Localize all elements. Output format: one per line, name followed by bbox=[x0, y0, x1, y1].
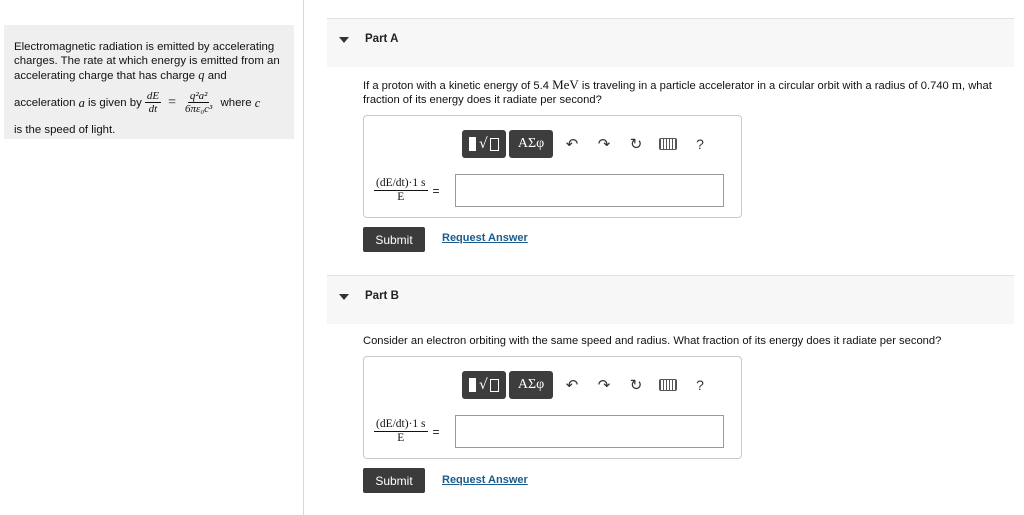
request-answer-link[interactable]: Request Answer bbox=[442, 474, 528, 486]
collapse-triangle-icon[interactable] bbox=[339, 294, 349, 300]
reset-icon[interactable]: ↻ bbox=[629, 135, 643, 153]
part-a-question bbox=[363, 78, 1015, 107]
reset-icon[interactable]: ↻ bbox=[629, 376, 643, 394]
answer-input[interactable] bbox=[455, 415, 724, 448]
keyboard-icon[interactable] bbox=[652, 371, 684, 399]
part-b-label: Part B bbox=[365, 290, 399, 302]
part-a-label: Part A bbox=[365, 33, 399, 45]
greek-symbols-button[interactable]: ΑΣφ bbox=[509, 130, 553, 158]
intro-text-5: where bbox=[220, 96, 252, 109]
question-text: , what fraction of its energy does it radiate per second? bbox=[363, 80, 992, 106]
submit-button[interactable]: Submit bbox=[363, 468, 425, 493]
request-answer-link[interactable]: Request Answer bbox=[442, 232, 528, 244]
fraction-denominator: dt bbox=[148, 103, 158, 116]
equals-sign: = bbox=[168, 94, 176, 110]
redo-icon[interactable]: ↷ bbox=[597, 376, 611, 394]
equals-sign: = bbox=[432, 183, 440, 198]
unit-mev: MeV bbox=[552, 77, 579, 92]
undo-icon[interactable]: ↶ bbox=[565, 376, 579, 394]
de-dt-fraction bbox=[145, 90, 161, 115]
fraction-denominator: E bbox=[397, 191, 405, 203]
var-a: a bbox=[78, 95, 85, 110]
redo-icon[interactable]: ↷ bbox=[597, 135, 611, 153]
keyboard-icon[interactable] bbox=[652, 130, 684, 158]
fraction-numerator: (dE/dt)·1 s bbox=[376, 177, 426, 189]
templates-icon: √ bbox=[469, 136, 499, 152]
undo-icon[interactable]: ↶ bbox=[565, 135, 579, 153]
larmor-fraction bbox=[183, 90, 214, 115]
part-b-question: Consider an electron orbiting with the same speed and radius. What fraction of its energy does it radiate per second? bbox=[363, 335, 942, 347]
part-b-answer-box bbox=[363, 356, 742, 459]
part-a-header[interactable] bbox=[327, 18, 1014, 67]
var-c: c bbox=[254, 95, 261, 110]
intro-text-2: and bbox=[207, 70, 227, 83]
collapse-triangle-icon[interactable] bbox=[339, 37, 349, 43]
math-toolbar bbox=[462, 371, 716, 399]
left-panel bbox=[0, 0, 304, 515]
intro-text-6: is the speed of light. bbox=[14, 123, 116, 136]
problem-intro bbox=[4, 25, 294, 139]
lhs-fraction bbox=[374, 418, 428, 445]
fraction-numerator: q²a² bbox=[189, 90, 208, 103]
lhs-fraction bbox=[374, 177, 428, 204]
question-text: If a proton with a kinetic energy of 5.4 bbox=[363, 80, 549, 92]
math-toolbar bbox=[462, 130, 716, 158]
fraction-numerator: (dE/dt)·1 s bbox=[376, 418, 426, 430]
radiation-formula bbox=[14, 88, 284, 118]
intro-text-1: Electromagnetic radiation is emitted by accelerating charges. The rate at which energy is emitted from an accelerating charge that has charge bbox=[14, 41, 280, 83]
submit-button[interactable]: Submit bbox=[363, 227, 425, 252]
templates-button[interactable] bbox=[462, 130, 506, 158]
answer-lhs bbox=[374, 418, 440, 445]
greek-symbols-button[interactable]: ΑΣφ bbox=[509, 371, 553, 399]
templates-icon: √ bbox=[469, 377, 499, 393]
part-a-answer-box bbox=[363, 115, 742, 218]
templates-button[interactable] bbox=[462, 371, 506, 399]
part-b-header[interactable] bbox=[327, 275, 1014, 324]
fraction-denominator: 6πε₀c³ bbox=[184, 103, 213, 116]
fraction-numerator: dE bbox=[146, 90, 160, 103]
answer-input[interactable] bbox=[455, 174, 724, 207]
help-button[interactable]: ? bbox=[696, 136, 704, 152]
answer-lhs bbox=[374, 177, 440, 204]
intro-text-4: is given by bbox=[88, 96, 142, 109]
var-q: q bbox=[198, 68, 205, 83]
intro-text-3: acceleration bbox=[14, 96, 76, 109]
help-button[interactable]: ? bbox=[696, 377, 704, 393]
fraction-denominator: E bbox=[397, 432, 405, 444]
question-text: is traveling in a particle accelerator in a circular orbit with a radius of 0.740 bbox=[581, 80, 949, 92]
equals-sign: = bbox=[432, 424, 440, 439]
unit-m: m bbox=[951, 77, 963, 92]
